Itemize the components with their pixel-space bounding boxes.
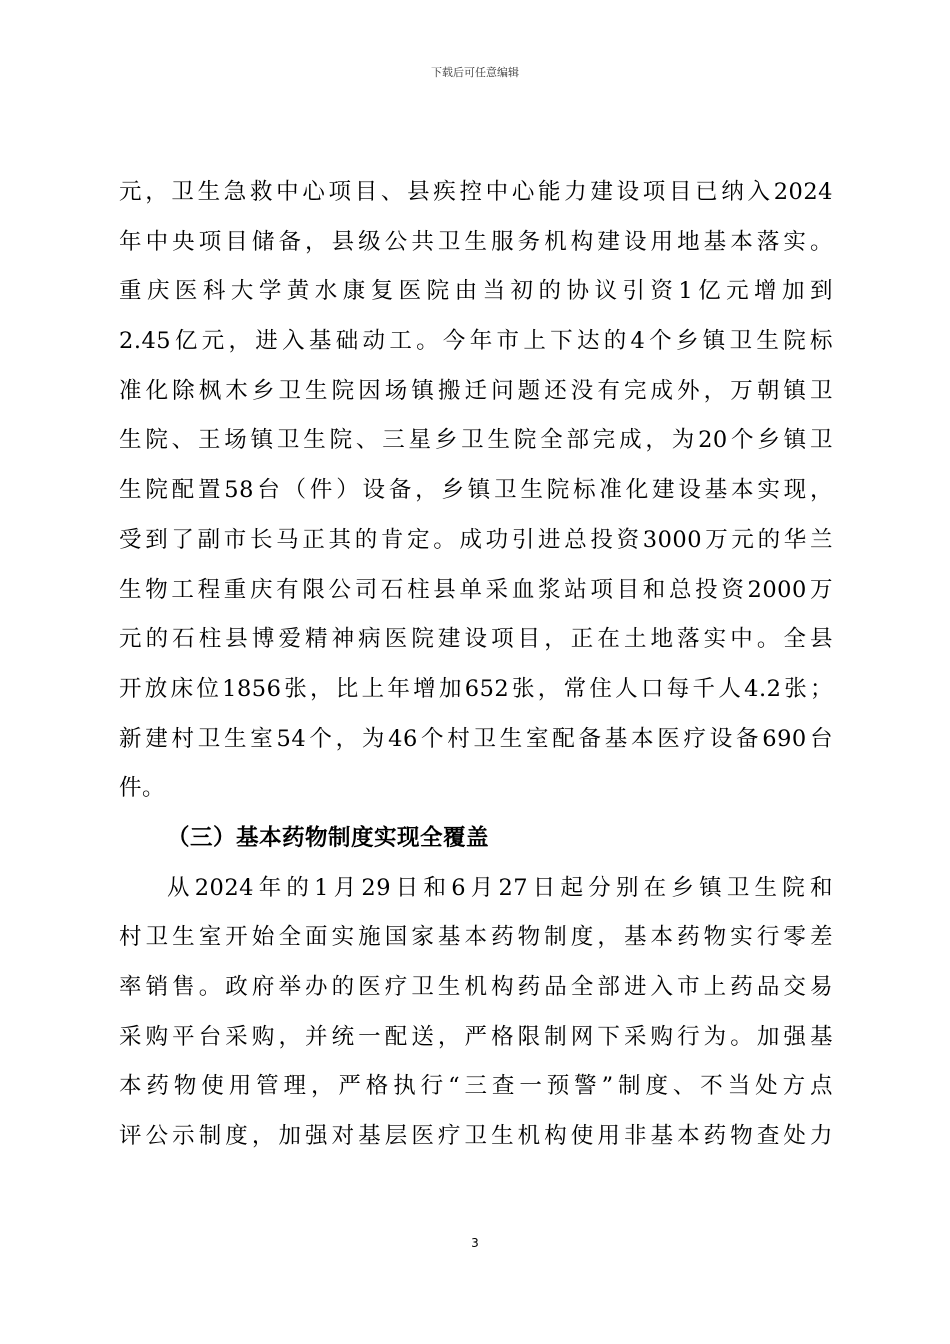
text-line: 元，卫生急救中心项目、县疾控中心能力建设项目已纳入2024 <box>119 179 833 205</box>
text-line: 元的石柱县博爱精神病医院建设项目，正在土地落实中。全县 <box>119 626 833 653</box>
section-heading: （三）基本药物制度实现全覆盖 <box>167 824 490 851</box>
text-line: 生院配置58台（件）设备，乡镇卫生院标准化建设基本实现， <box>119 477 833 504</box>
text-line: 开放床位1856张，比上年增加652张，常住人口每千人4.2张； <box>119 675 833 702</box>
page-number: 3 <box>471 1236 479 1250</box>
page-header: 下载后可任意编辑 <box>431 66 519 79</box>
text-line: 年中央项目储备，县级公共卫生服务机构建设用地基本落实。 <box>119 228 833 255</box>
text-line: 评公示制度，加强对基层医疗卫生机构使用非基本药物查处力 <box>119 1123 833 1150</box>
text-line: 从2024年的1月29日和6月27日起分别在乡镇卫生院和 <box>167 874 833 901</box>
text-line: 采购平台采购，并统一配送，严格限制网下采购行为。加强基 <box>119 1023 833 1050</box>
text-line: 率销售。政府举办的医疗卫生机构药品全部进入市上药品交易 <box>119 974 833 1000</box>
text-line: 新建村卫生室54个，为46个村卫生室配备基本医疗设备690台 <box>119 725 833 752</box>
text-line: 村卫生室开始全面实施国家基本药物制度，基本药物实行零差 <box>119 924 833 951</box>
text-line: 受到了副市长马正其的肯定。成功引进总投资3000万元的华兰 <box>119 526 833 553</box>
text-line: 重庆医科大学黄水康复医院由当初的协议引资1亿元增加到 <box>119 278 833 305</box>
text-line: 2.45亿元，进入基础动工。今年市上下达的4个乡镇卫生院标 <box>119 328 833 355</box>
text-line: 本药物使用管理，严格执行“三查一预警”制度、不当处方点 <box>119 1073 833 1100</box>
text-line: 生院、王场镇卫生院、三星乡卫生院全部完成，为20个乡镇卫 <box>119 427 833 454</box>
document-body <box>119 168 833 1162</box>
text-line: 准化除枫木乡卫生院因场镇搬迁问题还没有完成外，万朝镇卫 <box>119 377 833 404</box>
text-line: 生物工程重庆有限公司石柱县单采血浆站项目和总投资2000万 <box>119 576 833 603</box>
text-line: 件。 <box>119 775 166 802</box>
